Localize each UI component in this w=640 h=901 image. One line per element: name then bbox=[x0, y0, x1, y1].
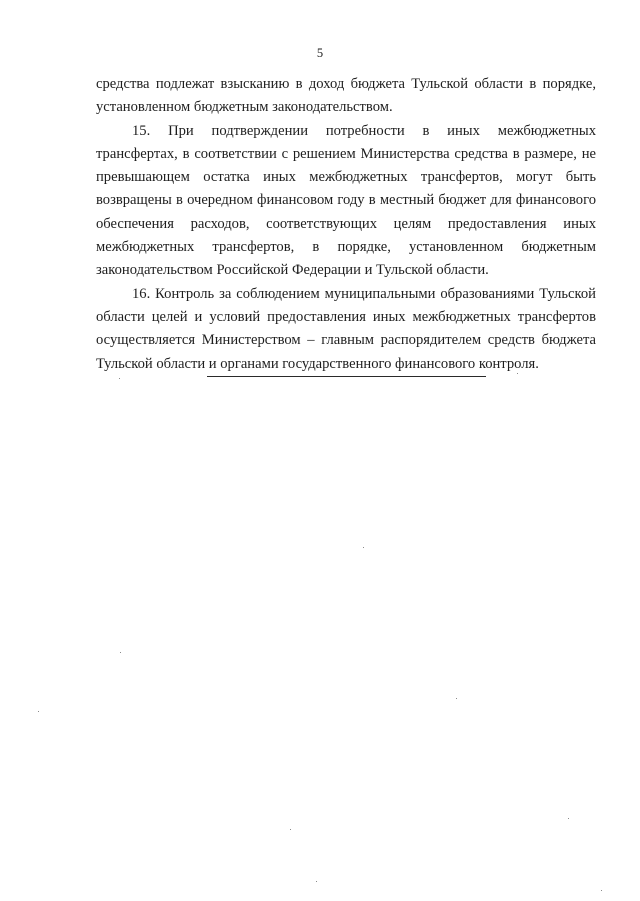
scan-speck bbox=[601, 890, 602, 891]
scan-speck bbox=[120, 652, 121, 653]
paragraph-16: 16. Контроль за соблюдением муниципальными образованиями Тульской области целей и условий предоставления иных межбюджетных трансфертов осуществляется Министерством – главным распорядителем средств бюджета Тульской области и органами государственного финансового контроля. bbox=[96, 285, 596, 372]
scan-speck bbox=[38, 711, 39, 712]
scan-speck bbox=[568, 818, 569, 819]
scan-speck bbox=[456, 698, 457, 699]
closing-rule bbox=[207, 376, 486, 377]
paragraph-15: 15. При подтверждении потребности в иных межбюджетных трансфертах, в соответствии с решением Министерства средства в размере, не превышающем остатка иных межбюджетных трансфертов, могут быть возвращены в очередном финансовом году в местный бюджет для финансового обеспечения расходов, соответствующих целям предоставления иных межбюджетных трансфертов, в порядке, установленном бюджетным законодательством Российской Федерации и Тульской области. bbox=[96, 122, 596, 279]
document-body bbox=[96, 73, 596, 376]
paragraph-continuation: средства подлежат взысканию в доход бюджета Тульской области в порядке, установленном бюджетным законодательством. bbox=[96, 76, 596, 116]
scan-speck bbox=[316, 881, 317, 882]
scan-speck bbox=[290, 829, 291, 830]
page-number: 5 bbox=[316, 46, 324, 60]
scan-speck bbox=[517, 373, 518, 374]
scan-speck bbox=[119, 378, 120, 379]
scan-speck bbox=[363, 547, 364, 548]
